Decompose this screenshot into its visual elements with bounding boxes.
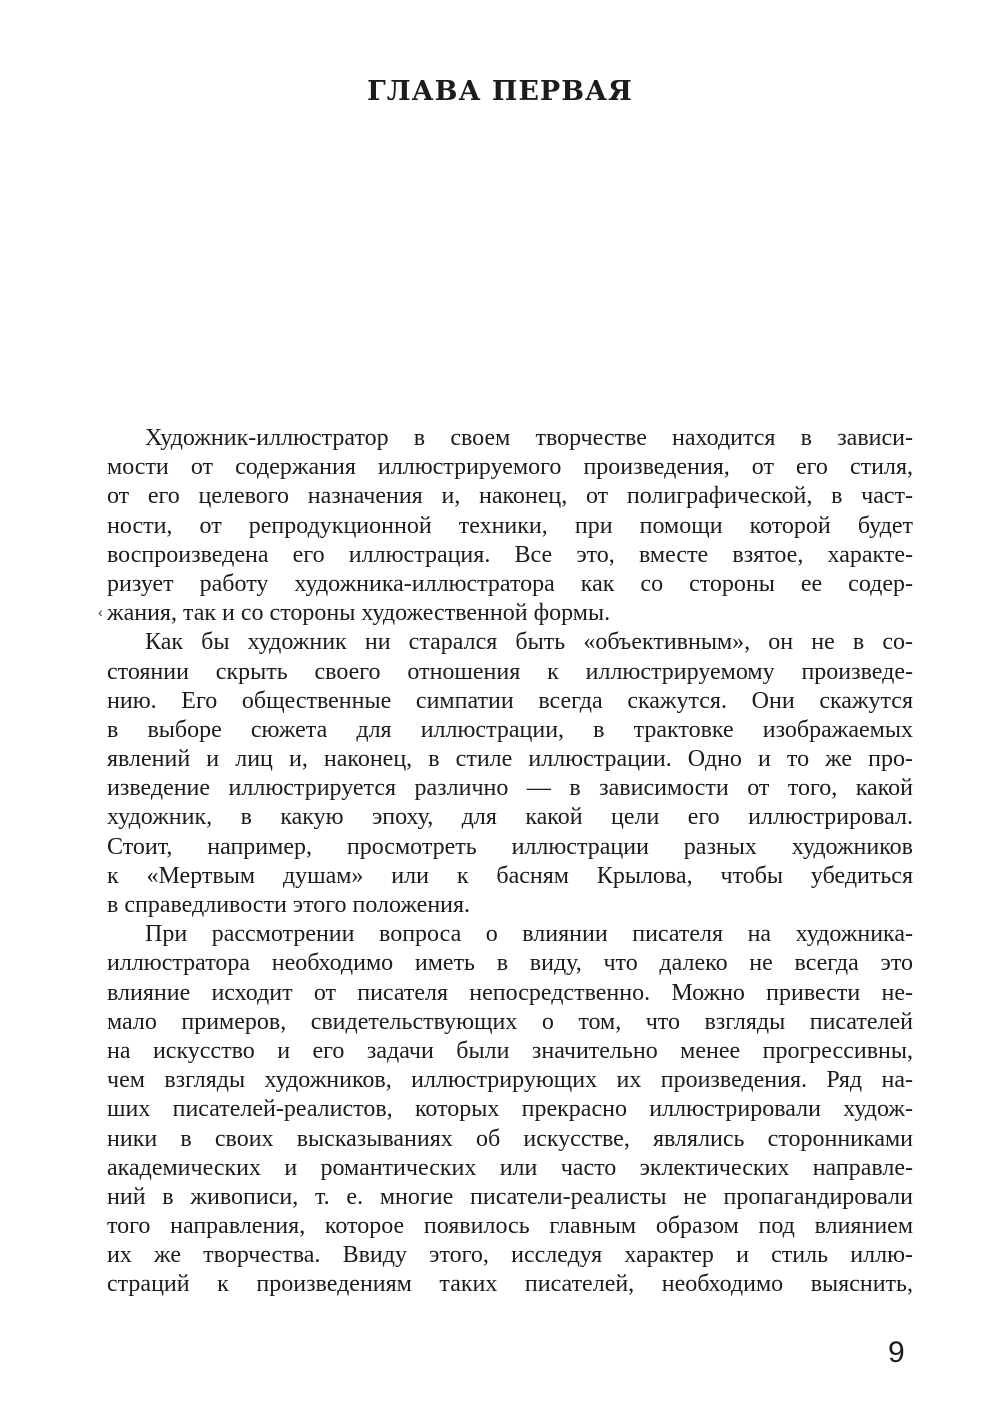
text-line: мало примеров, свидетельствующих о том, что взгляды писателей (107, 1008, 913, 1035)
text-line: ний в живописи, т. е. многие писатели-реалисты не пропагандировали (107, 1183, 913, 1210)
text-line: явлений и лиц и, наконец, в стиле иллюстрации. Одно и то же про- (107, 746, 913, 773)
text-line: Художник-иллюстратор в своем творчестве находится в зависи- (145, 425, 913, 451)
text-line: ших писателей-реалистов, которых прекрасно иллюстрировали худож- (107, 1096, 913, 1123)
text-line: стоянии скрыть своего отношения к иллюстрируемому произведе- (107, 658, 913, 685)
text-line: нию. Его общественные симпатии всегда скажутся. Они скажутся (107, 687, 913, 714)
text-line: изведение иллюстрируется различно — в зависимости от того, какой (107, 775, 913, 802)
text-line: того направления, которое появилось главным образом под влиянием (107, 1213, 913, 1240)
text-line: воспроизведена его иллюстрация. Все это, вместе взятое, характе- (107, 541, 913, 568)
text-line: их же творчества. Ввиду этого, исследуя характер и стиль иллю- (107, 1242, 913, 1269)
paragraph (107, 424, 913, 628)
text-line: страций к произведениям таких писателей, необходимо выяснить, (107, 1271, 913, 1298)
chapter-title: ГЛАВА ПЕРВАЯ (367, 76, 633, 107)
text-line: жания, так и со стороны художественной формы. (107, 600, 611, 627)
margin-mark-icon: ‹ (98, 604, 103, 620)
body-text (107, 424, 913, 1300)
text-line: ности, от репродукционной техники, при помощи которой будет (107, 512, 913, 539)
paragraph (107, 920, 913, 1299)
text-line: ризует работу художника-иллюстратора как со стороны ее содер- (107, 570, 913, 597)
text-line: ники в своих высказываниях об искусстве, являлись сторонниками (107, 1125, 913, 1152)
text-line: в справедливости этого положения. (107, 892, 471, 918)
text-line: влияние исходит от писателя непосредственно. Можно привести не- (107, 979, 913, 1006)
text-line: При рассмотрении вопроса о влиянии писателя на художника- (145, 921, 913, 948)
text-line: мости от содержания иллюстрируемого произведения, от его стиля, (107, 454, 913, 481)
text-line: к «Мертвым душам» или к басням Крылова, чтобы убедиться (107, 862, 913, 889)
paragraph (107, 628, 913, 920)
text-line: чем взгляды художников, иллюстрирующих их произведения. Ряд на- (107, 1067, 913, 1094)
text-line: художник, в какую эпоху, для какой цели его иллюстрировал. (107, 804, 913, 831)
text-line: Как бы художник ни старался быть «объективным», он не в со- (145, 629, 913, 656)
text-line: Стоит, например, просмотреть иллюстрации разных художников (107, 833, 913, 860)
page-number: 9 (888, 1336, 905, 1369)
text-line: на искусство и его задачи были значительно менее прогрессивны, (107, 1037, 913, 1064)
text-line: от его целевого назначения и, наконец, от полиграфической, в част- (107, 483, 913, 510)
text-line: иллюстратора необходимо иметь в виду, что далеко не всегда это (107, 950, 913, 977)
text-line: в выборе сюжета для иллюстрации, в трактовке изображаемых (107, 716, 913, 743)
text-line: академических и романтических или часто эклектических направле- (107, 1154, 913, 1181)
